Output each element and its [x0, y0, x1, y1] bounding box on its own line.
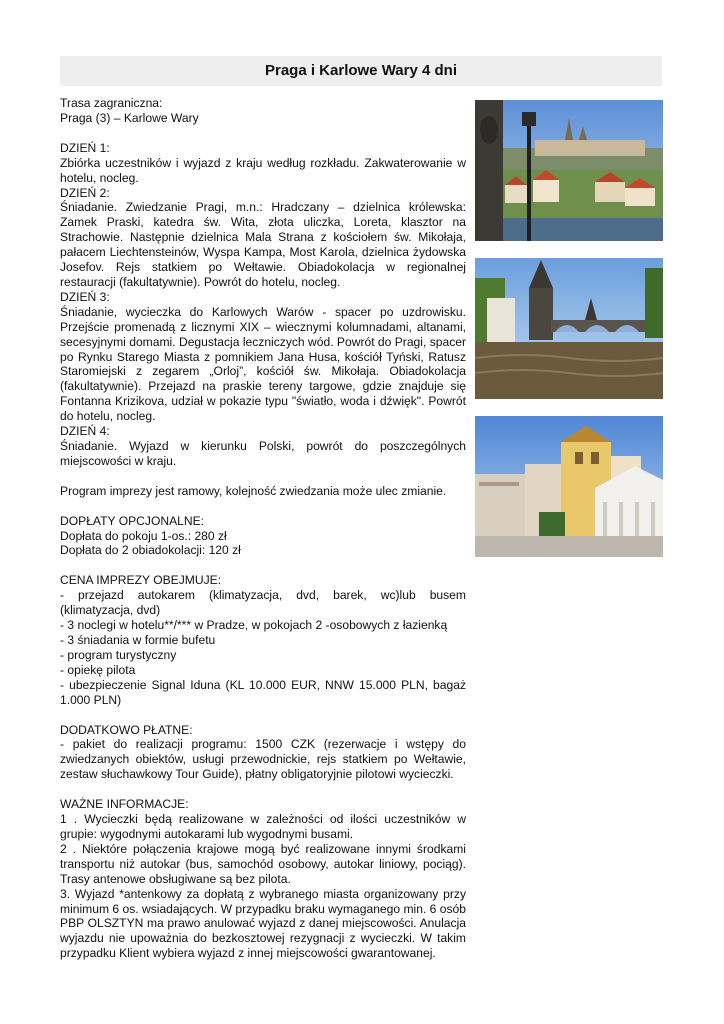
day-3-heading: DZIEŃ 3:: [60, 289, 110, 304]
important-item: 2 . Niektóre połączenia krajowe mogą być realizowane innymi środkami transportu niż autokar (bus, samochód osobowy, autokar liniowy, pociąg). Trasy antenowe obsługiwane są bez pilota.: [60, 841, 466, 886]
supplement-item: Dopłata do 2 obiadokolacji: 120 zł: [60, 543, 241, 558]
document-body: [60, 96, 466, 961]
photo-prague-castle: [475, 100, 663, 241]
day-4-heading: DZIEŃ 4:: [60, 424, 110, 439]
day-1-heading: DZIEŃ 1:: [60, 140, 110, 155]
price-includes-item: - opiekę pilota: [60, 662, 136, 677]
extra-paid-heading: DODATKOWO PŁATNE:: [60, 722, 193, 737]
day-3-text: Śniadanie, wycieczka do Karlowych Warów - spacer po uzdrowisku. Przejście promenadą z licznymi XIX – wiecznymi kolumnadami, altanami, secesyjnymi domami. Degustacja leczniczych wód. Powrót do Pragi, spacer po Rynku Starego Miasta z pomnikiem Jana Husa, kościół Tyński, Ratusz Staromiejski z zegarem „Orloj”, kościół św. Mikołaja. Obiadokolacja (fakultatywnie). Przejazd na praskie tereny targowe, gdzie znajduje się Fontanna Krizikova, udział w pokazie typu "światło, woda i dźwięk". Powrót do hotelu, nocleg.: [60, 304, 466, 424]
price-includes-item: - 3 śniadania w formie bufetu: [60, 633, 216, 647]
price-includes-item: - program turystyczny: [60, 647, 177, 662]
photo-karlovy-vary: [475, 416, 663, 557]
day-1-text: Zbiórka uczestników i wyjazd z kraju według rozkładu. Zakwaterowanie w hotelu, nocleg.: [60, 155, 466, 185]
day-4-text: Śniadanie. Wyjazd w kierunku Polski, powrót do poszczególnych miejscowości w kraju.: [60, 438, 466, 468]
important-item: 1 . Wycieczki będą realizowane w zależności od ilości uczestników w grupie: wygodnymi autokarami lub wygodnymi busami.: [60, 812, 466, 841]
important-item: 3. Wyjazd *antenkowy za dopłatą z wybranego miasta organizowany przy minimum 6 os. wsiadających. W przypadku braku wymaganego min. 6 osób PBP OLSZTYN ma prawo anulować wyjazd z danej miejscowości. Anulacja wyjazdu nie upoważnia do bezkosztowej rezygnacji z wycieczki. W takim przypadku Klient wybiera wyjazd z innej miejscowości gwarantowanej.: [60, 886, 466, 961]
photo-charles-bridge: [475, 258, 663, 399]
day-2-heading: DZIEŃ 2:: [60, 185, 110, 200]
price-includes-heading: CENA IMPREZY OBEJMUJE:: [60, 573, 222, 588]
supplements-heading: DOPŁATY OPCJONALNE:: [60, 513, 205, 528]
extra-paid-item: - pakiet do realizacji programu: 1500 CZK (rezerwacje i wstępy do zwiedzanych obiektów, usługi przewodnickie, rejs statkiem po Wełtawie, zestaw słuchawkowy Tour Guide), płatny obligatoryjnie pilotowi wycieczki.: [60, 737, 466, 782]
price-includes-item: - ubezpieczenie Signal Iduna (KL 10.000 EUR, NNW 15.000 PLN, bagaż 1.000 PLN): [60, 677, 466, 707]
page-title: Praga i Karlowe Wary 4 dni: [264, 62, 457, 79]
supplement-item: Dopłata do pokoju 1-os.: 280 zł: [60, 528, 227, 543]
price-includes-item: - 3 noclegi w hotelu**/*** w Pradze, w pokojach 2 -osobowych z łazienką: [60, 618, 448, 633]
title-bar: [60, 56, 662, 86]
route-value: Praga (3) – Karlowe Wary: [60, 110, 199, 125]
program-note: Program imprezy jest ramowy, kolejność zwiedzania może ulec zmianie.: [60, 483, 447, 498]
route-label: Trasa zagraniczna:: [60, 96, 163, 110]
day-2-text: Śniadanie. Zwiedzanie Pragi, m.n.: Hradczany – dzielnica królewska: Zamek Praski, katedra św. Wita, złota uliczka, Loreta, klasztor na Strachowie. Następnie dzielnica Mala Strana z kościołem św. Mikołaja, pałacem Liechtensteinów, Wyspa Kampa, Most Karola, dzielnica żydowska Josefov. Rejs statkiem po Wełtawie. Obiadokolacja w regionalnej restauracji (fakultatywnie). Powrót do hotelu, nocleg.: [60, 200, 466, 289]
price-includes-item: - przejazd autokarem (klimatyzacja, dvd, barek, wc)lub busem (klimatyzacja, dvd): [60, 588, 466, 618]
important-heading: WAŻNE INFORMACJE:: [60, 797, 189, 812]
